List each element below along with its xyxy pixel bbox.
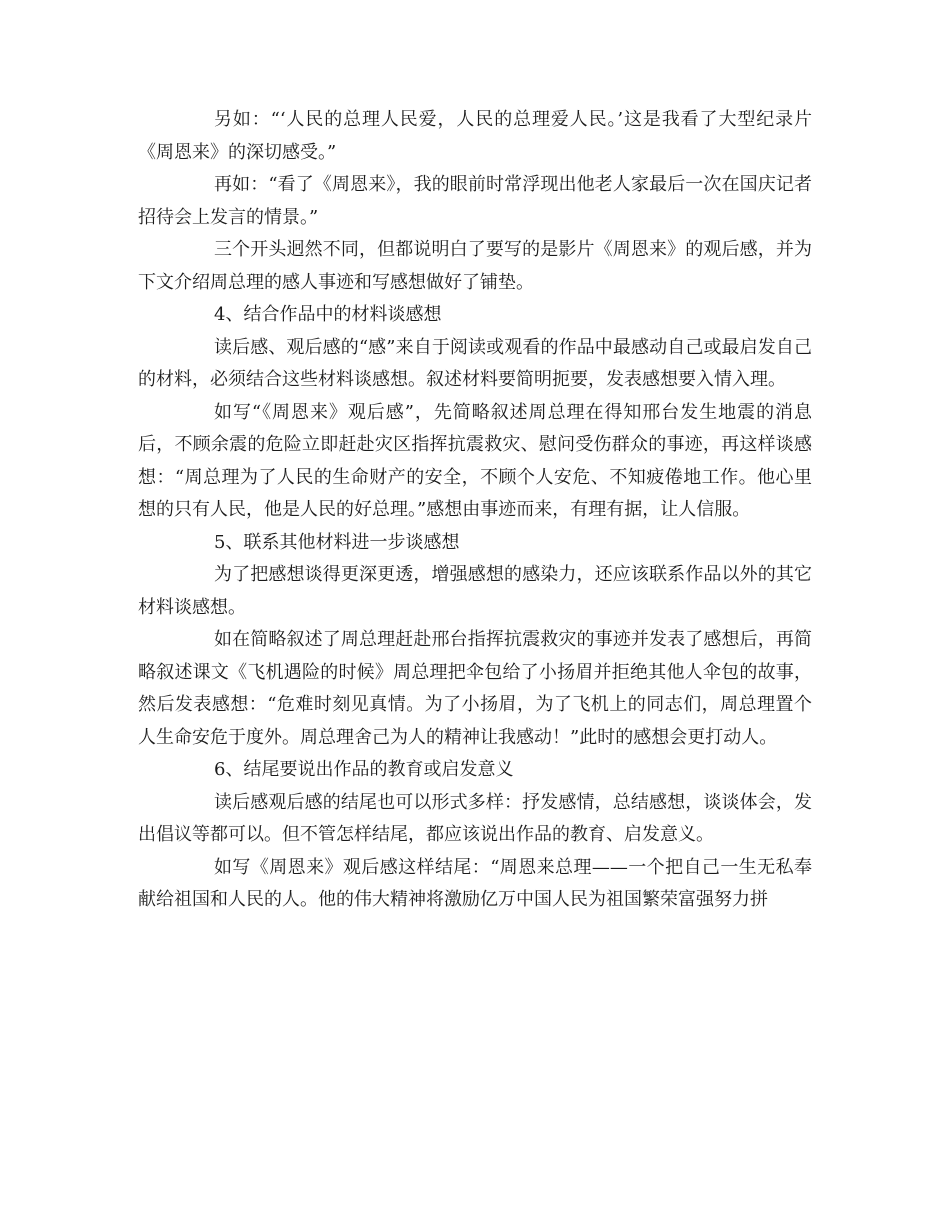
paragraph-section-6-example: 如写《周恩来》观后感这样结尾：“周恩来总理——一个把自己一生无私奉献给祖国和人民的人。他的伟大精神将激励亿万中国人民为祖国繁荣富强努力拼 <box>138 856 812 910</box>
document-body <box>138 104 812 917</box>
paragraph-section-5-example: 如在简略叙述了周总理赶赴邢台指挥抗震救灾的事迹并发表了感想后，再简略叙述课文《飞机遇险的时候》周总理把伞包给了小扬眉并拒绝其他人伞包的故事，然后发表感想：“危难时刻见真情。为了小扬眉，为了飞机上的同志们，周总理置个人生命安危于度外。周总理舍己为人的精神让我感动！”此时的感想会更打动人。 <box>138 629 812 748</box>
paragraph-section-4-example: 如写“《周恩来》观后感”，先简略叙述周总理在得知邢台发生地震的消息后，不顾余震的危险立即赶赴灾区指挥抗震救灾、慰问受伤群众的事迹，再这样谈感想：“周总理为了人民的生命财产的安全，不顾个人安危、不知疲倦地工作。他心里想的只有人民，他是人民的好总理。”感想由事迹而来，有理有据，让人信服。 <box>138 401 812 520</box>
paragraph-section-5-body: 为了把感想谈得更深更透，增强感想的感染力，还应该联系作品以外的其它材料谈感想。 <box>138 564 812 618</box>
section-heading-4: 4、结合作品中的材料谈感想 <box>214 304 442 325</box>
paragraph-section-4-body: 读后感、观后感的“感”来自于阅读或观看的作品中最感动自己或最启发自己的材料，必须结合这些材料谈感想。叙述材料要简明扼要，发表感想要入情入理。 <box>138 336 812 390</box>
paragraph-opening-summary: 三个开头迥然不同，但都说明白了要写的是影片《周恩来》的观后感，并为下文介绍周总理的感人事迹和写感想做好了铺垫。 <box>138 239 812 293</box>
section-heading-5: 5、联系其他材料进一步谈感想 <box>214 531 460 553</box>
paragraph-section-6-body: 读后感观后感的结尾也可以形式多样：抒发感情，总结感想，谈谈体会，发出倡议等都可以。但不管怎样结尾，都应该说出作品的教育、启发意义。 <box>138 791 812 845</box>
paragraph-example-3: 再如：“看了《周恩来》，我的眼前时常浮现出他老人家最后一次在国庆记者招待会上发言的情景。” <box>138 174 812 228</box>
paragraph-example-2: 另如：“‘人民的总理人民爱，人民的总理爱人民。’这是我看了大型纪录片《周恩来》的深切感受。” <box>138 109 812 163</box>
section-heading-6: 6、结尾要说出作品的教育或启发意义 <box>214 759 514 780</box>
